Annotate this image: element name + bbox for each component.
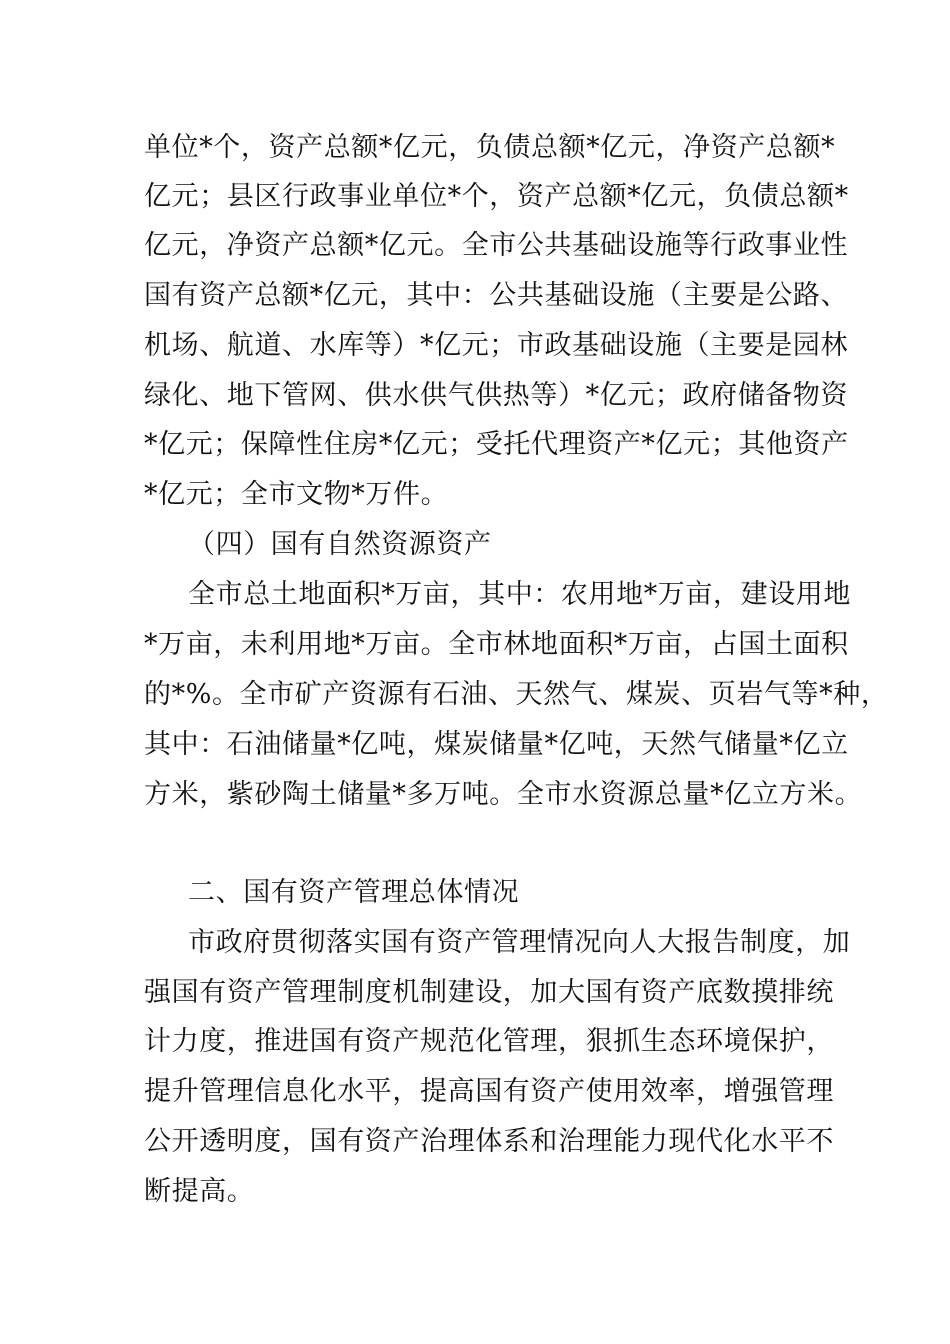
paragraph-line: *亿元；全市文物*万件。 [144,479,449,510]
paragraph-line: 的*%。全市矿产资源有石油、天然气、煤炭、页岩气等*种， [144,679,889,710]
paragraph-line: 国有资产总额*亿元，其中：公共基础设施（主要是公路、 [144,280,849,311]
paragraph-line: 计力度，推进国有资产规范化管理，狠抓生态环境保护， [144,1026,834,1057]
paragraph-line: 全市总土地面积*万亩，其中：农用地*万亩，建设用地 [188,579,851,610]
paragraph-line: 市政府贯彻落实国有资产管理情况向人大报告制度，加 [188,927,851,958]
section-heading: （四）国有自然资源资产 [188,529,492,560]
paragraph-line: 强国有资产管理制度机制建设，加大国有资产底数摸排统 [144,977,834,1008]
paragraph-line: 提升管理信息化水平，提高国有资产使用效率，增强管理 [144,1076,834,1107]
paragraph-line: 亿元；县区行政事业单位*个，资产总额*亿元，负债总额* [144,181,849,212]
paragraph-line: 方米，紫砂陶土储量*多万吨。全市水资源总量*亿立方米。 [144,779,863,810]
paragraph-line: 单位*个，资产总额*亿元，负债总额*亿元，净资产总额* [144,132,836,163]
paragraph-line: *万亩，未利用地*万亩。全市林地面积*万亩，占国土面积 [144,629,849,660]
paragraph-line: 断提高。 [144,1176,255,1207]
paragraph-line: 公开透明度，国有资产治理体系和治理能力现代化水平不 [144,1126,834,1157]
paragraph-line: 机场、航道、水库等）*亿元；市政基础设施（主要是园林 [144,330,849,361]
section-heading: 二、国有资产管理总体情况 [188,877,520,908]
paragraph-line: 绿化、地下管网、供水供气供热等）*亿元；政府储备物资 [144,380,849,411]
paragraph-line: *亿元；保障性住房*亿元；受托代理资产*亿元；其他资产 [144,429,849,460]
paragraph-line: 其中：石油储量*亿吨，煤炭储量*亿吨，天然气储量*亿立 [144,729,849,760]
paragraph-line: 亿元，净资产总额*亿元。全市公共基础设施等行政事业性 [144,230,849,261]
